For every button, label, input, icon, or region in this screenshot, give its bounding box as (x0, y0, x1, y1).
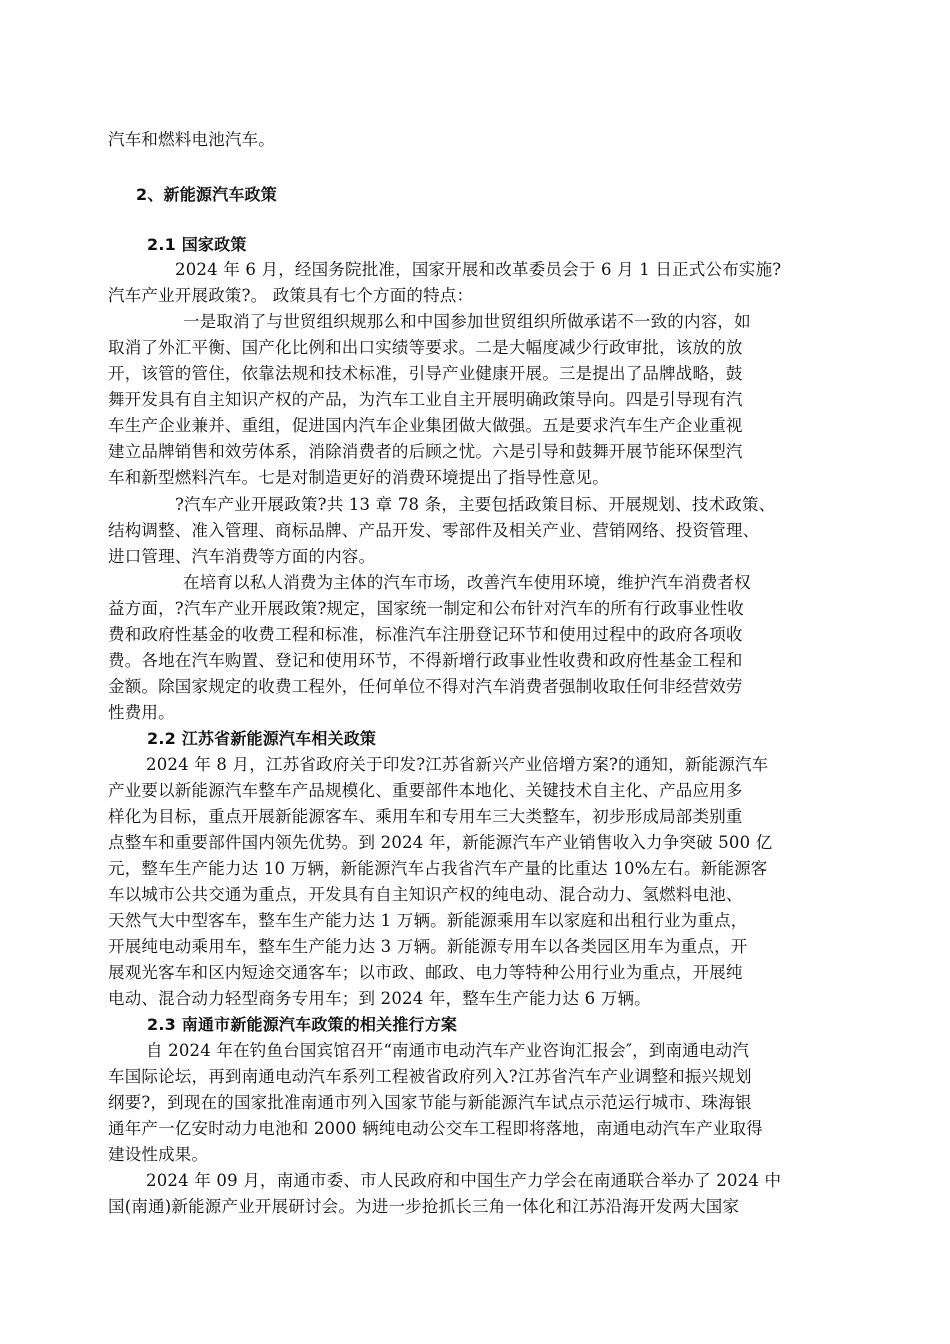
paragraph-line: 点整车和重要部件国内领先优势。到 2024 年，新能源汽车产业销售收入力争突破 500 亿 (108, 833, 773, 852)
paragraph-line: 纲要?，到现在的国家批准南通市列入国家节能与新能源汽车试点示范运行城市、珠海银 (108, 1093, 752, 1112)
paragraph-line: 电动、混合动力轻型商务专用车；到 2024 年，整车生产能力达 6 万辆。 (108, 989, 651, 1008)
paragraph-line: 一是取消了与世贸组织规那么和中国参加世贸组织所做承诺不一致的内容，如 (183, 312, 751, 331)
paragraph-line: 开展纯电动乘用车，整车生产能力达 3 万辆。新能源专用车以各类园区用车为重点，开 (108, 937, 748, 956)
paragraph-line: 取消了外汇平衡、国产化比例和出口实绩等要求。二是大幅度减少行政审批，该放的放 (108, 338, 743, 357)
paragraph-line: 产业要以新能源汽车整车产品规模化、重要部件本地化、关键技术自主化、产品应用多 (108, 781, 743, 800)
paragraph-line: 天然气大中型客车，整车生产能力达 1 万辆。新能源乘用车以家庭和出租行业为重点， (108, 911, 748, 930)
paragraph-line: 自 2024 年在钓鱼台国宾馆召开“南通市电动汽车产业咨询汇报会″，到南通电动汽 (146, 1041, 750, 1060)
paragraph-line: 结构调整、准入管理、商标品牌、产品开发、零部件及相关产业、营销网络、投资管理、 (108, 521, 760, 540)
paragraph-line: 车生产企业兼并、重组，促进国内汽车企业集团做大做强。五是要求汽车生产企业重视 (108, 416, 743, 435)
paragraph-line: 汽车产业开展政策?。 政策具有七个方面的特点： (108, 286, 474, 305)
paragraph-line: 元，整车生产能力达 10 万辆，新能源汽车占我省汽车产量的比重达 10%左右。新能源客 (108, 859, 768, 878)
subsection-heading-national-policy: 2.1 国家政策 (147, 235, 247, 254)
paragraph-line: 建设性成果。 (108, 1145, 209, 1164)
paragraph-line: 金额。除国家规定的收费工程外，任何单位不得对汽车消费者强制收取任何非经营效劳 (108, 677, 743, 696)
paragraph-line: 费和政府性基金的收费工程和标准，标准汽车注册登记环节和使用过程中的政府各项收 (108, 625, 743, 644)
paragraph-line: 性费用。 (108, 703, 175, 722)
paragraph-line: 展观光客车和区内短途交通客车；以市政、邮政、电力等特种公用行业为重点，开展纯 (108, 963, 743, 982)
paragraph-line: 在培育以私人消费为主体的汽车市场，改善汽车使用环境，维护汽车消费者权 (183, 573, 751, 592)
subsection-heading-nantong-plan: 2.3 南通市新能源汽车政策的相关推行方案 (147, 1015, 458, 1034)
paragraph-line: 舞开发具有自主知识产权的产品，为汽车工业自主开展明确政策导向。四是引导现有汽 (108, 390, 743, 409)
paragraph-line: 样化为目标，重点开展新能源客车、乘用车和专用车三大类整车，初步形成局部类别重 (108, 807, 743, 826)
paragraph-line: 进口管理、汽车消费等方面的内容。 (108, 547, 376, 566)
paragraph-line: 益方面，?汽车产业开展政策?规定，国家统一制定和公布针对汽车的所有行政事业性收 (108, 599, 744, 618)
paragraph-line: 开，该管的管住，依靠法规和技术标准，引导产业健康开展。三是提出了品牌战略，鼓 (108, 364, 743, 383)
paragraph-line: 费。各地在汽车购置、登记和使用环节，不得新增行政事业性收费和政府性基金工程和 (108, 651, 743, 670)
paragraph-line: 车和新型燃料汽车。七是对制造更好的消费环境提出了指导性意见。 (108, 468, 609, 487)
subsection-heading-jiangsu-policy: 2.2 江苏省新能源汽车相关政策 (147, 729, 377, 748)
paragraph-line: 2024 年 09 月，南通市委、市人民政府和中国生产力学会在南通联合举办了 2024 中 (146, 1171, 782, 1190)
text-line-top-fragment: 汽车和燃料电池汽车。 (108, 130, 275, 149)
paragraph-line: 2024 年 8 月，江苏省政府关于印发?江苏省新兴产业倍增方案?的通知，新能源汽车 (146, 755, 769, 774)
paragraph-line: 建立品牌销售和效劳体系，消除消费者的后顾之忧。六是引导和鼓舞开展节能环保型汽 (108, 442, 743, 461)
paragraph-line: 国(南通)新能源产业开展研讨会。为进一步抢抓长三角一体化和江苏沿海开发两大国家 (108, 1197, 740, 1216)
section-heading: 2、新能源汽车政策 (136, 185, 277, 204)
paragraph-line: 2024 年 6 月，经国务院批准，国家开展和改革委员会于 6 月 1 日正式公布实施? (175, 260, 782, 279)
paragraph-line: 车以城市公共交通为重点，开发具有自主知识产权的纯电动、混合动力、氢燃料电池、 (108, 885, 743, 904)
paragraph-line: 车国际论坛，再到南通电动汽车系列工程被省政府列入?江苏省汽车产业调整和振兴规划 (108, 1067, 752, 1086)
paragraph-line: 通年产一亿安时动力电池和 2000 辆纯电动公交车工程即将落地，南通电动汽车产业取得 (108, 1119, 763, 1138)
paragraph-line: ?汽车产业开展政策?共 13 章 78 条，主要包括政策目标、开展规划、技术政策、 (175, 495, 776, 514)
